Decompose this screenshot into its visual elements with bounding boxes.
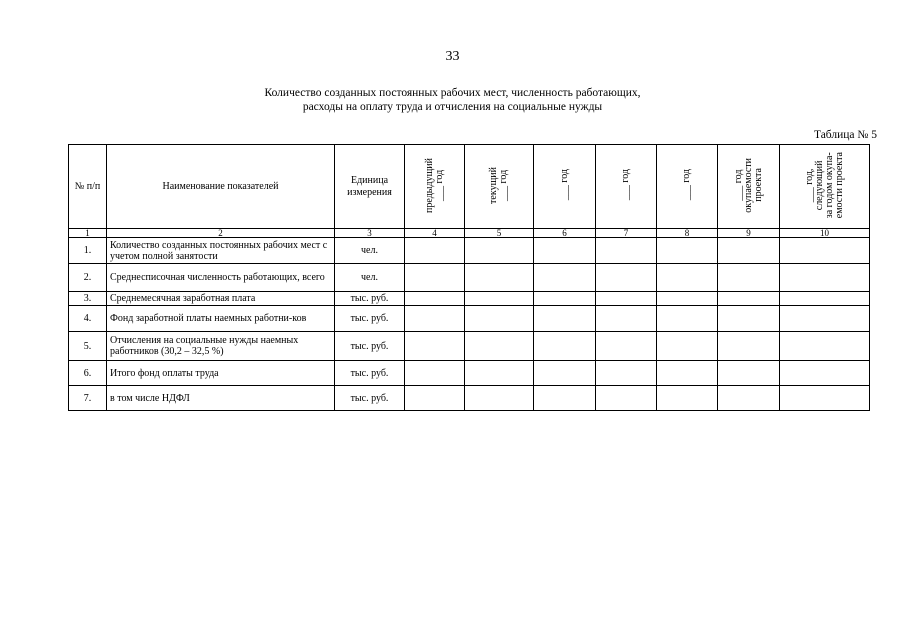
empty-cell[interactable] [596, 386, 657, 411]
empty-cell[interactable] [534, 332, 596, 361]
empty-cell[interactable] [596, 264, 657, 292]
empty-cell[interactable] [465, 386, 534, 411]
empty-cell[interactable] [718, 292, 780, 306]
row-name: Среднесписочная численность работающих, всего [107, 264, 335, 292]
column-number: 3 [335, 229, 405, 238]
empty-cell[interactable] [718, 361, 780, 386]
header-row [69, 145, 870, 229]
empty-cell[interactable] [534, 386, 596, 411]
table-row [69, 361, 870, 386]
empty-cell[interactable] [596, 238, 657, 264]
empty-cell[interactable] [465, 361, 534, 386]
header-unit: Единица измерения [335, 145, 405, 229]
empty-cell[interactable] [465, 306, 534, 332]
row-num: 1. [69, 238, 107, 264]
row-unit: тыс. руб. [335, 306, 405, 332]
empty-cell[interactable] [780, 238, 870, 264]
empty-cell[interactable] [534, 306, 596, 332]
empty-cell[interactable] [780, 306, 870, 332]
row-num: 2. [69, 264, 107, 292]
empty-cell[interactable] [405, 306, 465, 332]
empty-cell[interactable] [718, 264, 780, 292]
header-name: Наименование показателей [107, 145, 335, 229]
empty-cell[interactable] [780, 264, 870, 292]
empty-cell[interactable] [657, 361, 718, 386]
header-year-1: ___ год [534, 145, 596, 229]
empty-cell[interactable] [405, 264, 465, 292]
empty-cell[interactable] [534, 292, 596, 306]
header-prev-year: предыдущий ___ год [405, 145, 465, 229]
column-number: 2 [107, 229, 335, 238]
title-line-1: Количество созданных постоянных рабочих мест, численность работающих, [264, 87, 641, 99]
table-row [69, 264, 870, 292]
header-next-year: ___ год, следующий за годом окупа- емости проекта [780, 145, 870, 229]
row-name: Количество созданных постоянных рабочих мест с учетом полной занятости [107, 238, 335, 264]
page-number: 33 [445, 49, 460, 64]
row-unit: тыс. руб. [335, 292, 405, 306]
row-unit: тыс. руб. [335, 361, 405, 386]
empty-cell[interactable] [465, 264, 534, 292]
row-unit: тыс. руб. [335, 332, 405, 361]
table-row [69, 306, 870, 332]
empty-cell[interactable] [405, 292, 465, 306]
row-num: 5. [69, 332, 107, 361]
empty-cell[interactable] [596, 306, 657, 332]
empty-cell[interactable] [465, 238, 534, 264]
row-num: 3. [69, 292, 107, 306]
empty-cell[interactable] [657, 306, 718, 332]
empty-cell[interactable] [718, 238, 780, 264]
empty-cell[interactable] [534, 264, 596, 292]
table-row [69, 386, 870, 411]
table-row [69, 332, 870, 361]
empty-cell[interactable] [405, 361, 465, 386]
empty-cell[interactable] [657, 238, 718, 264]
column-number: 9 [718, 229, 780, 238]
row-num: 6. [69, 361, 107, 386]
row-unit: чел. [335, 264, 405, 292]
empty-cell[interactable] [465, 292, 534, 306]
row-name: Отчисления на социальные нужды наемных работников (30,2 – 32,5 %) [107, 332, 335, 361]
table-row [69, 238, 870, 264]
empty-cell[interactable] [596, 361, 657, 386]
table-row [69, 292, 870, 306]
row-num: 4. [69, 306, 107, 332]
title-line-2: расходы на оплату труда и отчисления на социальные нужды [302, 101, 603, 113]
empty-cell[interactable] [534, 238, 596, 264]
empty-cell[interactable] [657, 386, 718, 411]
column-number: 6 [534, 229, 596, 238]
row-name: Итого фонд оплаты труда [107, 361, 335, 386]
empty-cell[interactable] [657, 264, 718, 292]
table-label: Таблица № 5 [813, 129, 877, 141]
header-payback-year: ___ год окупаемости проекта [718, 145, 780, 229]
empty-cell[interactable] [405, 238, 465, 264]
empty-cell[interactable] [780, 386, 870, 411]
empty-cell[interactable] [780, 332, 870, 361]
header-current-year: текущий ___ год [465, 145, 534, 229]
empty-cell[interactable] [718, 386, 780, 411]
column-number: 10 [780, 229, 870, 238]
empty-cell[interactable] [596, 332, 657, 361]
empty-cell[interactable] [596, 292, 657, 306]
empty-cell[interactable] [718, 306, 780, 332]
empty-cell[interactable] [780, 292, 870, 306]
column-number: 4 [405, 229, 465, 238]
header-year-2: ___ год [596, 145, 657, 229]
column-number: 8 [657, 229, 718, 238]
empty-cell[interactable] [718, 332, 780, 361]
empty-cell[interactable] [405, 386, 465, 411]
empty-cell[interactable] [657, 332, 718, 361]
row-name: Фонд заработной платы наемных работни-ков [107, 306, 335, 332]
empty-cell[interactable] [465, 332, 534, 361]
empty-cell[interactable] [657, 292, 718, 306]
empty-cell[interactable] [405, 332, 465, 361]
header-year-3: ___ год [657, 145, 718, 229]
data-table [68, 144, 870, 411]
document-title [0, 86, 905, 114]
row-num: 7. [69, 386, 107, 411]
row-name: Среднемесячная заработная плата [107, 292, 335, 306]
row-name: в том числе НДФЛ [107, 386, 335, 411]
column-number: 5 [465, 229, 534, 238]
header-num: № п/п [69, 145, 107, 229]
column-numbers-row [69, 229, 870, 238]
empty-cell[interactable] [780, 361, 870, 386]
column-number: 7 [596, 229, 657, 238]
empty-cell[interactable] [534, 361, 596, 386]
column-number: 1 [69, 229, 107, 238]
row-unit: чел. [335, 238, 405, 264]
row-unit: тыс. руб. [335, 386, 405, 411]
